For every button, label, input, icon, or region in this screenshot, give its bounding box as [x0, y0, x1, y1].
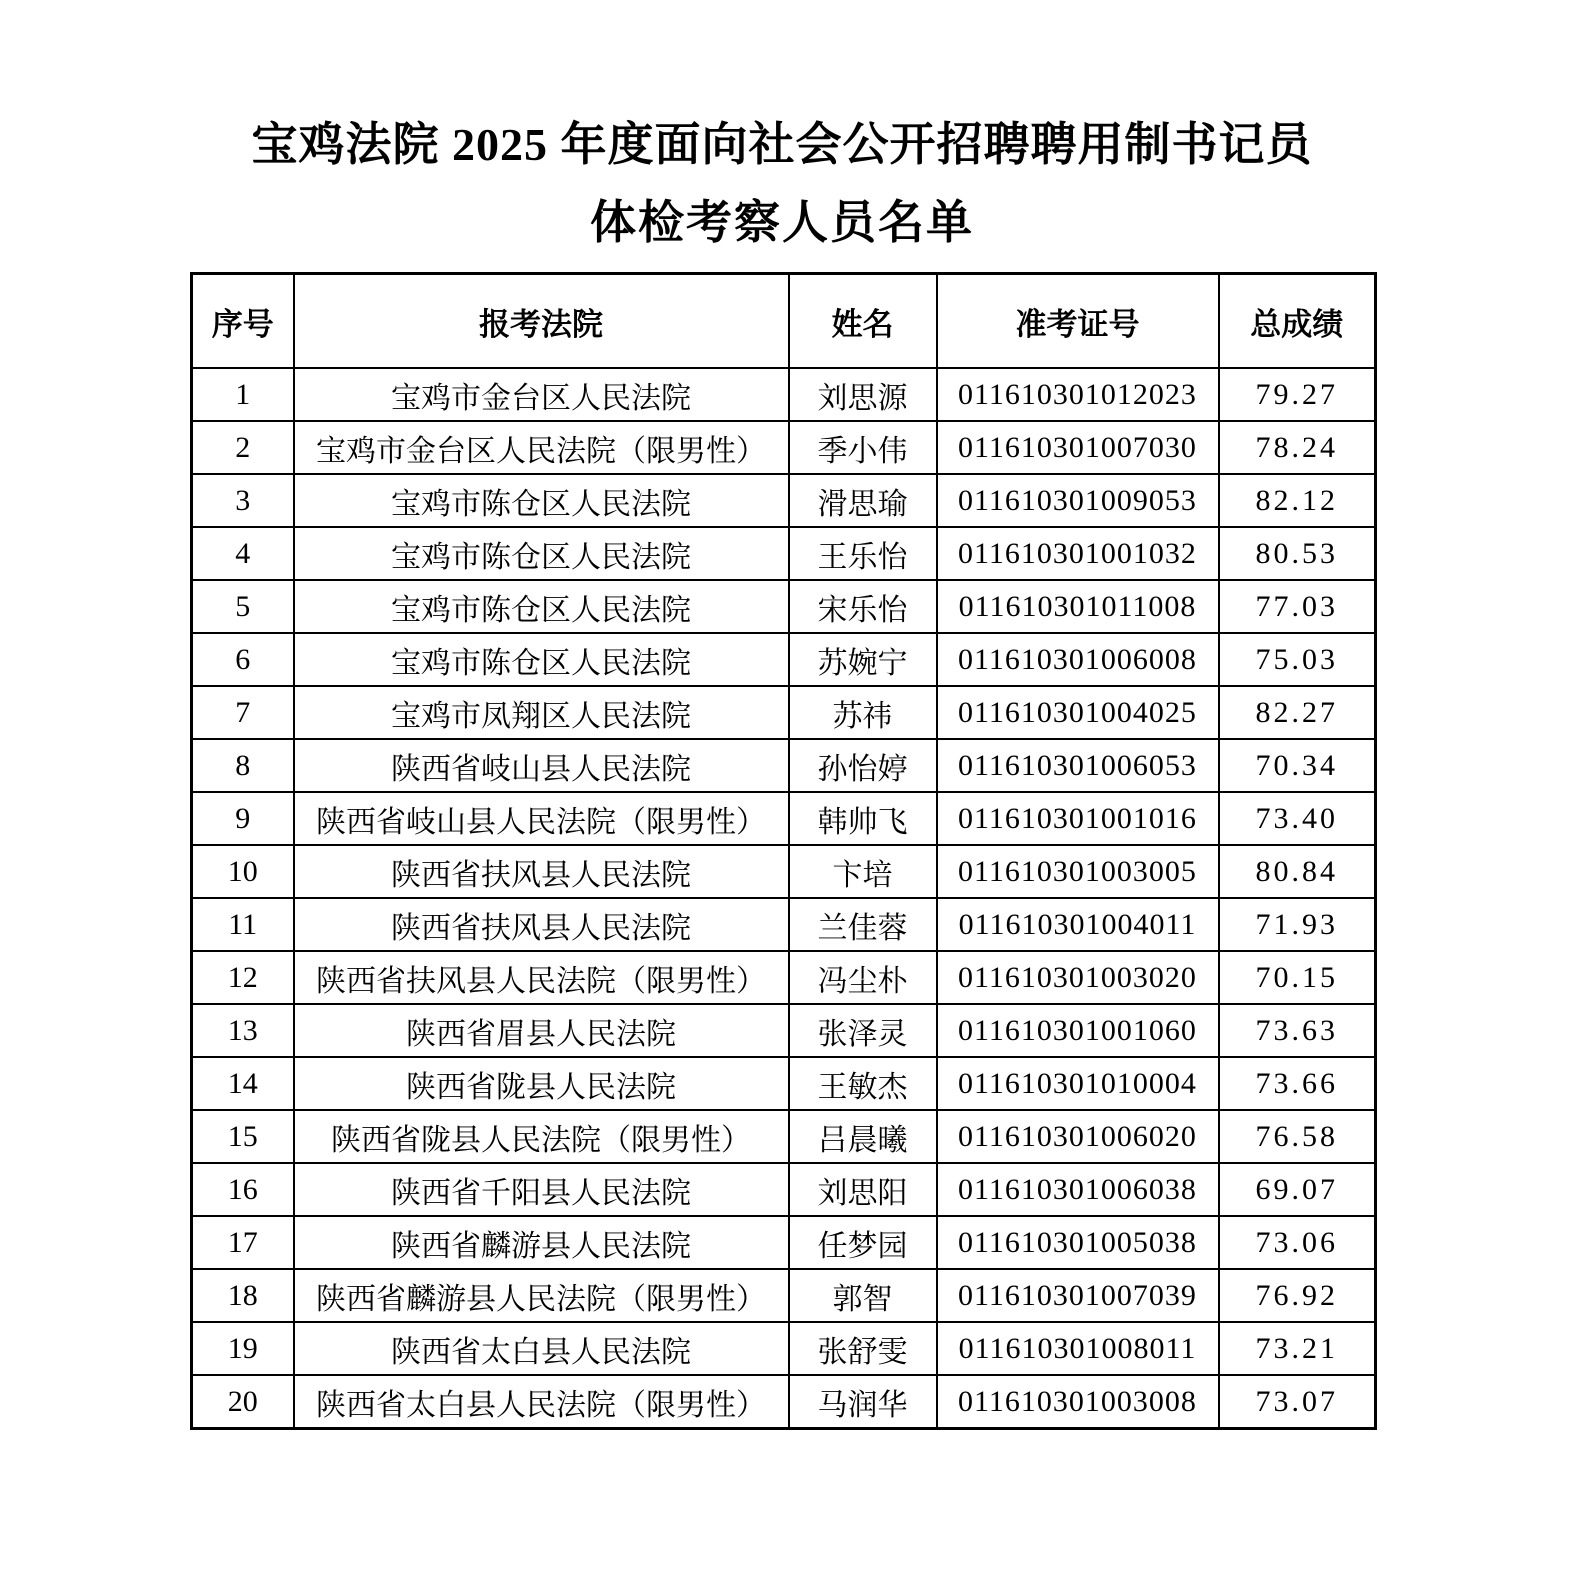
cell-total-score: 73.66 — [1219, 1057, 1376, 1110]
cell-serial-number: 5 — [192, 580, 294, 633]
cell-court-applied: 宝鸡市陈仓区人民法院 — [294, 633, 789, 686]
cell-total-score: 75.03 — [1219, 633, 1376, 686]
table-row — [192, 1216, 1376, 1269]
cell-court-applied: 陕西省扶风县人民法院（限男性） — [294, 951, 789, 1004]
cell-court-applied: 陕西省陇县人民法院（限男性） — [294, 1110, 789, 1163]
cell-ticket-number: 011610301004011 — [937, 898, 1219, 951]
table-row — [192, 845, 1376, 898]
cell-name: 滑思瑜 — [789, 474, 937, 527]
cell-name: 任梦园 — [789, 1216, 937, 1269]
cell-serial-number: 11 — [192, 898, 294, 951]
cell-name: 王乐怡 — [789, 527, 937, 580]
document-title-line2: 体检考察人员名单 — [590, 197, 974, 248]
cell-court-applied: 陕西省麟游县人民法院 — [294, 1216, 789, 1269]
table-row — [192, 633, 1376, 686]
cell-total-score: 78.24 — [1219, 421, 1376, 474]
cell-court-applied: 陕西省太白县人民法院（限男性） — [294, 1375, 789, 1429]
cell-total-score: 79.27 — [1219, 368, 1376, 421]
cell-ticket-number: 011610301011008 — [937, 580, 1219, 633]
cell-serial-number: 9 — [192, 792, 294, 845]
cell-total-score: 73.63 — [1219, 1004, 1376, 1057]
cell-court-applied: 宝鸡市陈仓区人民法院 — [294, 580, 789, 633]
document-content — [190, 0, 1374, 1430]
cell-ticket-number: 011610301001016 — [937, 792, 1219, 845]
cell-name: 刘思源 — [789, 368, 937, 421]
cell-name: 冯尘朴 — [789, 951, 937, 1004]
cell-name: 韩帅飞 — [789, 792, 937, 845]
cell-total-score: 73.40 — [1219, 792, 1376, 845]
cell-ticket-number: 011610301001032 — [937, 527, 1219, 580]
cell-ticket-number: 011610301004025 — [937, 686, 1219, 739]
cell-ticket-number: 011610301010004 — [937, 1057, 1219, 1110]
cell-total-score: 76.58 — [1219, 1110, 1376, 1163]
cell-name: 张舒雯 — [789, 1322, 937, 1375]
cell-serial-number: 19 — [192, 1322, 294, 1375]
cell-total-score: 80.84 — [1219, 845, 1376, 898]
header-name: 姓名 — [789, 274, 937, 369]
cell-ticket-number: 011610301006038 — [937, 1163, 1219, 1216]
table-row — [192, 1110, 1376, 1163]
cell-name: 卞培 — [789, 845, 937, 898]
cell-total-score: 77.03 — [1219, 580, 1376, 633]
cell-court-applied: 陕西省眉县人民法院 — [294, 1004, 789, 1057]
cell-serial-number: 20 — [192, 1375, 294, 1429]
cell-total-score: 71.93 — [1219, 898, 1376, 951]
table-row — [192, 1322, 1376, 1375]
cell-serial-number: 4 — [192, 527, 294, 580]
cell-serial-number: 12 — [192, 951, 294, 1004]
cell-name: 郭智 — [789, 1269, 937, 1322]
header-total-score: 总成绩 — [1219, 274, 1376, 369]
cell-serial-number: 16 — [192, 1163, 294, 1216]
cell-serial-number: 14 — [192, 1057, 294, 1110]
cell-name: 苏婉宁 — [789, 633, 937, 686]
cell-serial-number: 3 — [192, 474, 294, 527]
cell-ticket-number: 011610301006053 — [937, 739, 1219, 792]
cell-court-applied: 宝鸡市金台区人民法院 — [294, 368, 789, 421]
cell-ticket-number: 011610301012023 — [937, 368, 1219, 421]
cell-court-applied: 陕西省麟游县人民法院（限男性） — [294, 1269, 789, 1322]
cell-name: 孙怡婷 — [789, 739, 937, 792]
cell-court-applied: 宝鸡市陈仓区人民法院 — [294, 474, 789, 527]
cell-total-score: 80.53 — [1219, 527, 1376, 580]
cell-ticket-number: 011610301006020 — [937, 1110, 1219, 1163]
cell-serial-number: 13 — [192, 1004, 294, 1057]
cell-court-applied: 宝鸡市陈仓区人民法院 — [294, 527, 789, 580]
cell-serial-number: 17 — [192, 1216, 294, 1269]
cell-name: 马润华 — [789, 1375, 937, 1429]
table-row — [192, 1004, 1376, 1057]
cell-court-applied: 陕西省岐山县人民法院（限男性） — [294, 792, 789, 845]
cell-serial-number: 15 — [192, 1110, 294, 1163]
cell-serial-number: 18 — [192, 1269, 294, 1322]
header-court-applied: 报考法院 — [294, 274, 789, 369]
cell-total-score: 73.21 — [1219, 1322, 1376, 1375]
table-row — [192, 474, 1376, 527]
cell-total-score: 82.12 — [1219, 474, 1376, 527]
cell-serial-number: 2 — [192, 421, 294, 474]
cell-ticket-number: 011610301007039 — [937, 1269, 1219, 1322]
document-title-line1: 宝鸡法院 2025 年度面向社会公开招聘聘用制书记员 — [251, 119, 1313, 170]
cell-court-applied: 陕西省太白县人民法院 — [294, 1322, 789, 1375]
table-row — [192, 1269, 1376, 1322]
cell-total-score: 76.92 — [1219, 1269, 1376, 1322]
table-row — [192, 368, 1376, 421]
table-row — [192, 580, 1376, 633]
table-row — [192, 421, 1376, 474]
table-header — [192, 274, 1376, 369]
table-row — [192, 898, 1376, 951]
header-ticket-number: 准考证号 — [937, 274, 1219, 369]
cell-total-score: 73.06 — [1219, 1216, 1376, 1269]
table-row — [192, 951, 1376, 1004]
cell-total-score: 73.07 — [1219, 1375, 1376, 1429]
cell-name: 王敏杰 — [789, 1057, 937, 1110]
cell-court-applied: 宝鸡市凤翔区人民法院 — [294, 686, 789, 739]
cell-name: 吕晨曦 — [789, 1110, 937, 1163]
table-row — [192, 739, 1376, 792]
cell-court-applied: 宝鸡市金台区人民法院（限男性） — [294, 421, 789, 474]
table-row — [192, 1163, 1376, 1216]
cell-ticket-number: 011610301001060 — [937, 1004, 1219, 1057]
cell-total-score: 70.15 — [1219, 951, 1376, 1004]
cell-ticket-number: 011610301005038 — [937, 1216, 1219, 1269]
table-row — [192, 792, 1376, 845]
cell-name: 苏祎 — [789, 686, 937, 739]
cell-serial-number: 7 — [192, 686, 294, 739]
cell-total-score: 70.34 — [1219, 739, 1376, 792]
cell-serial-number: 10 — [192, 845, 294, 898]
cell-court-applied: 陕西省陇县人民法院 — [294, 1057, 789, 1110]
cell-name: 张泽灵 — [789, 1004, 937, 1057]
cell-court-applied: 陕西省千阳县人民法院 — [294, 1163, 789, 1216]
cell-ticket-number: 011610301008011 — [937, 1322, 1219, 1375]
cell-ticket-number: 011610301003020 — [937, 951, 1219, 1004]
cell-name: 季小伟 — [789, 421, 937, 474]
cell-court-applied: 陕西省岐山县人民法院 — [294, 739, 789, 792]
cell-total-score: 69.07 — [1219, 1163, 1376, 1216]
table-row — [192, 1057, 1376, 1110]
cell-serial-number: 1 — [192, 368, 294, 421]
cell-total-score: 82.27 — [1219, 686, 1376, 739]
table-row — [192, 686, 1376, 739]
cell-name: 兰佳蓉 — [789, 898, 937, 951]
cell-ticket-number: 011610301006008 — [937, 633, 1219, 686]
cell-ticket-number: 011610301003008 — [937, 1375, 1219, 1429]
cell-ticket-number: 011610301009053 — [937, 474, 1219, 527]
header-serial-number: 序号 — [192, 274, 294, 369]
cell-name: 宋乐怡 — [789, 580, 937, 633]
table-row — [192, 527, 1376, 580]
table-header-row — [192, 274, 1376, 369]
document-title — [190, 119, 1374, 248]
table-row — [192, 1375, 1376, 1429]
cell-court-applied: 陕西省扶风县人民法院 — [294, 845, 789, 898]
table-body — [192, 368, 1376, 1429]
cell-court-applied: 陕西省扶风县人民法院 — [294, 898, 789, 951]
cell-ticket-number: 011610301003005 — [937, 845, 1219, 898]
cell-serial-number: 8 — [192, 739, 294, 792]
cell-ticket-number: 011610301007030 — [937, 421, 1219, 474]
cell-name: 刘思阳 — [789, 1163, 937, 1216]
candidate-table — [190, 272, 1377, 1430]
cell-serial-number: 6 — [192, 633, 294, 686]
